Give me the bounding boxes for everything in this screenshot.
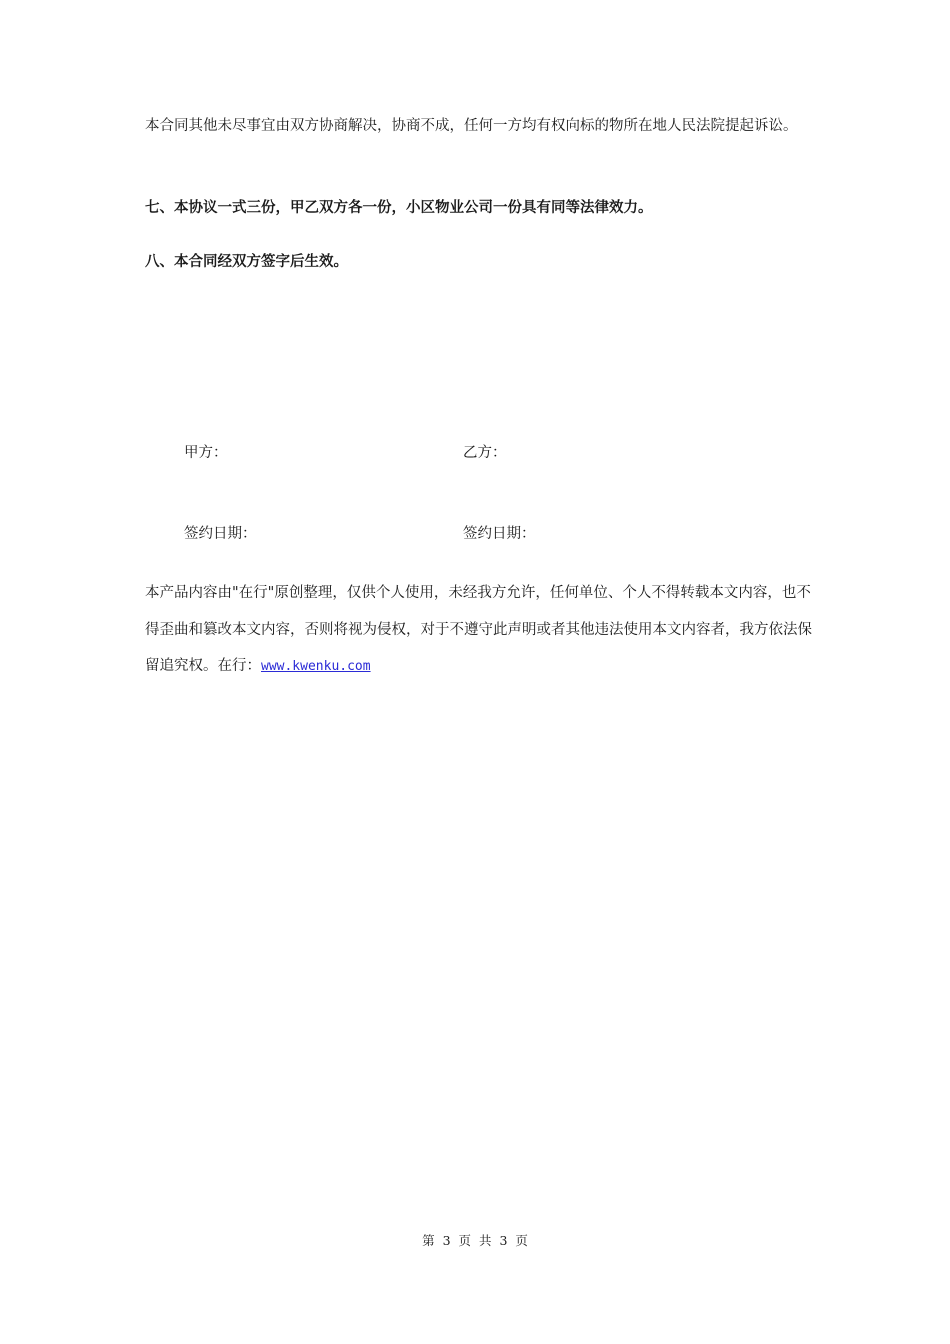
party-b-label: 乙方：: [463, 445, 507, 461]
copyright-notice: [145, 575, 820, 686]
party-a-label: 甲方：: [184, 445, 228, 461]
party-a-date-label: 签约日期：: [184, 526, 257, 542]
clause-7: 七、本协议一式三份，甲乙双方各一份，小区物业公司一份具有同等法律效力。: [145, 200, 653, 216]
website-link[interactable]: www.kwenku.com: [261, 659, 371, 674]
clause-8: 八、本合同经双方签字后生效。: [145, 254, 348, 270]
party-b-date-label: 签约日期：: [463, 526, 536, 542]
page-footer: 第 3 页 共 3 页: [422, 1233, 528, 1248]
copyright-notice-text: 本产品内容由"在行"原创整理，仅供个人使用，未经我方允许，任何单位、个人不得转载本文内容，也不得歪曲和篡改本文内容，否则将视为侵权，对于不遵守此声明或者其他违法使用本文内容者，我方依法保留追究权。在行：: [145, 585, 812, 674]
clause-dispute-text: 本合同其他未尽事宜由双方协商解决，协商不成，任何一方均有权向标的物所在地人民法院提起诉讼。: [145, 118, 798, 134]
